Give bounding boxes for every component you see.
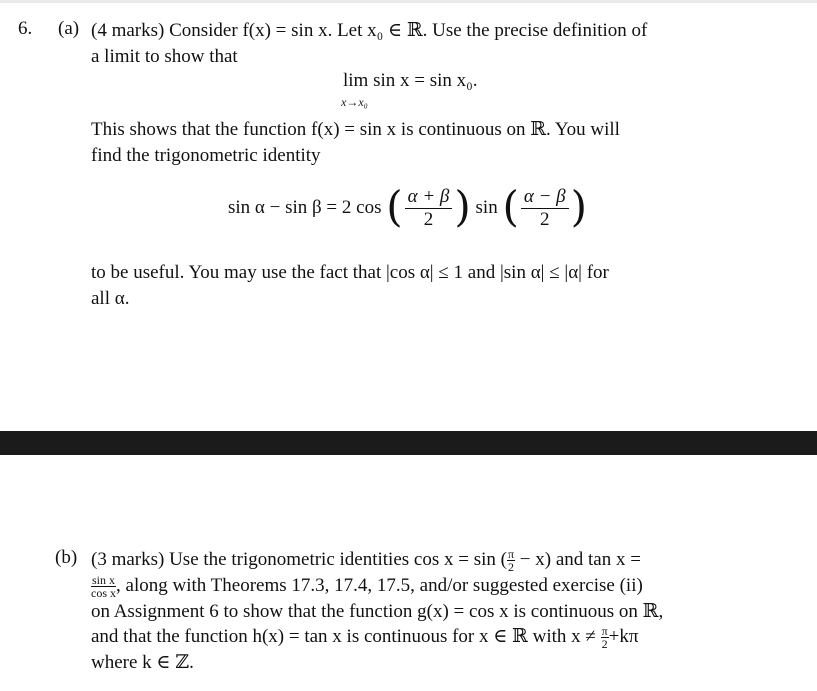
trig-identity [228, 182, 588, 231]
fraction-2 [521, 186, 569, 231]
part-b-line4-a: and that the function h(x) = tan x is continuous for x ∈ ℝ with x ≠ [91, 626, 596, 647]
pi-den-b: 2 [601, 637, 608, 652]
part-b-label: (b) [55, 547, 78, 568]
part-a-line3: This shows that the function f(x) = sin x is continuous on ℝ. You will [91, 119, 620, 140]
paren-open-b1: ( [500, 549, 507, 570]
part-a-label: (a) [58, 18, 80, 39]
part-a-line4: find the trigonometric identity [91, 145, 321, 166]
fraction-1 [405, 186, 453, 231]
part-b-line4 [91, 624, 638, 650]
identity-mid: sin [475, 197, 498, 218]
separator-bar [0, 431, 817, 455]
part-b-line4-b: +kπ [608, 626, 639, 647]
part-b-line1-a: (3 marks) Use the trigonometric identities cos x = sin [91, 549, 496, 570]
fraction-1-num: α + β [405, 186, 453, 209]
pi-over-2-fraction-a [507, 548, 515, 573]
part-b-line3: on Assignment 6 to show that the function g(x) = cos x is continuous on ℝ, [91, 601, 664, 622]
part-b-line2 [91, 573, 643, 599]
sin-over-cos-fraction [91, 574, 116, 599]
part-a-line6: all α. [91, 288, 130, 309]
paren-close-2: ) [570, 182, 588, 231]
fraction-1-den: 2 [423, 209, 434, 231]
paren-open-1: ( [386, 182, 403, 231]
limit-subscript: x→x₀ [341, 95, 368, 109]
cos-den: cos x [91, 586, 116, 601]
fraction-2-num: α − β [521, 186, 569, 209]
identity-left: sin α − sin β = 2 cos [228, 197, 382, 218]
question-number: 6. [18, 18, 33, 39]
part-b-line1 [91, 547, 641, 573]
top-edge [0, 0, 817, 3]
pi-num-a: π [507, 547, 515, 562]
paren-open-2: ( [502, 182, 519, 231]
fraction-2-den: 2 [539, 209, 550, 231]
paren-close-1: ) [454, 182, 471, 231]
part-a-line5: to be useful. You may use the fact that |cos α| ≤ 1 and |sin α| ≤ |α| for [91, 262, 609, 283]
part-a-line2: a limit to show that [91, 46, 238, 67]
pi-over-2-fraction-b [601, 625, 609, 650]
limit-display: lim sin x = sin x₀. [343, 70, 478, 91]
sin-num: sin x [92, 573, 116, 588]
pi-num-b: π [601, 624, 608, 639]
part-b-line1-b: − x) and tan x = [519, 549, 641, 570]
part-b-line5: where k ∈ ℤ. [91, 652, 194, 673]
pi-den-a: 2 [508, 560, 514, 575]
part-b-line2-text: , along with Theorems 17.3, 17.4, 17.5, and/or suggested exercise (ii) [116, 575, 643, 596]
part-a-line1: (4 marks) Consider f(x) = sin x. Let x₀ ∈ ℝ. Use the precise definition of [91, 20, 648, 41]
